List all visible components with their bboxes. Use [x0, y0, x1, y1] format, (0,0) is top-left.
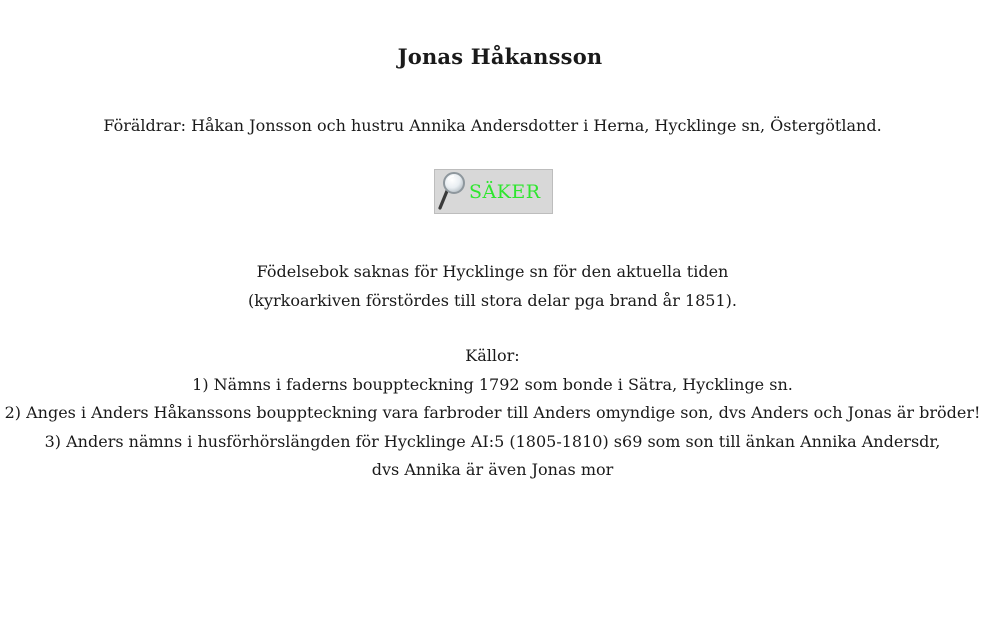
source-item-3: 3) Anders nämns i husförhörslängden för Hycklinge AI:5 (1805-1810) s69 som son till änkan Annika Andersdr, [44, 431, 941, 451]
birth-note [0, 257, 985, 315]
saker-badge[interactable] [434, 169, 553, 214]
source-item-2: 2) Anges i Anders Håkanssons bouppteckning vara farbroder till Anders omyndige son, dvs Anders och Jonas är bröder! [4, 403, 981, 422]
parents-line: Föräldrar: Håkan Jonsson och hustru Annika Andersdotter i Herna, Hycklinge sn, Östergötland. [103, 116, 882, 135]
page-title: Jonas Håkansson [397, 44, 603, 69]
source-item-3-continuation: dvs Annika är även Jonas mor [371, 460, 614, 479]
saker-label: SÄKER [469, 180, 541, 203]
magnifier-icon [437, 169, 469, 214]
sources-heading: Källor: [465, 346, 520, 365]
source-item-1: 1) Nämns i faderns bouppteckning 1792 som bonde i Sätra, Hycklinge sn. [192, 374, 793, 394]
sources-section [0, 342, 985, 485]
birth-note-line-1: Födelsebok saknas för Hycklinge sn för den aktuella tiden [256, 262, 729, 281]
birth-note-line-2: (kyrkoarkiven förstördes till stora delar pga brand år 1851). [248, 291, 737, 310]
